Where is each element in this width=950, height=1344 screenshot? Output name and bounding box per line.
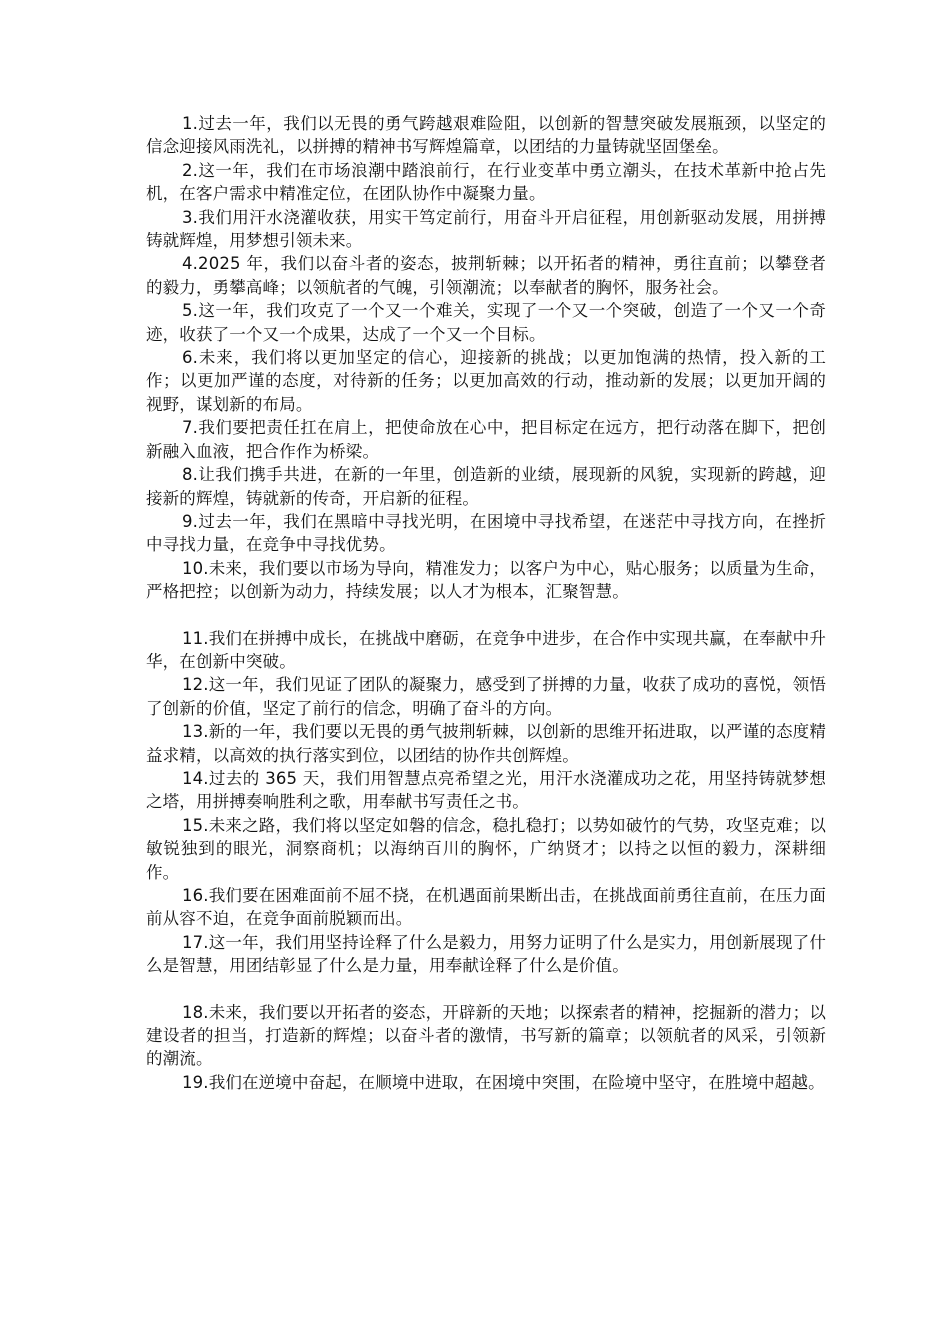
paragraph-19: 19.我们在逆境中奋起，在顺境中进取，在困境中突围，在险境中坚守，在胜境中超越。 [182,1072,825,1092]
paragraph-6: 6.未来，我们将以更加坚定的信心，迎接新的挑战；以更加饱满的热情，投入新的工作；以更加严谨的态度，对待新的任务；以更加高效的行动，推动新的发展；以更加开阔的视野，谋划新的布局。 [146,348,826,414]
paragraph-13: 13.新的一年，我们要以无畏的勇气披荆斩棘，以创新的思维开拓进取，以严谨的态度精益求精，以高效的执行落实到位，以团结的协作共创辉煌。 [146,722,826,765]
paragraph-16: 16.我们要在困难面前不屈不挠，在机遇面前果断出击，在挑战面前勇往直前，在压力面前从容不迫，在竞争面前脱颖而出。 [146,886,826,929]
paragraph-3: 3.我们用汗水浇灌收获，用实干笃定前行，用奋斗开启征程，用创新驱动发展，用拼搏铸就辉煌，用梦想引领未来。 [146,207,826,251]
document-body [146,112,826,1094]
paragraph-18: 18.未来，我们要以开拓者的姿态，开辟新的天地；以探索者的精神，挖掘新的潜力；以建设者的担当，打造新的辉煌；以奋斗者的激情，书写新的篇章；以领航者的风采，引领新的潮流。 [146,1002,826,1069]
paragraph-5: 5.这一年，我们攻克了一个又一个难关，实现了一个又一个突破，创造了一个又一个奇迹，收获了一个又一个成果，达成了一个又一个目标。 [146,301,826,344]
paragraph-8: 8.让我们携手共进，在新的一年里，创造新的业绩，展现新的风貌，实现新的跨越，迎接新的辉煌，铸就新的传奇，开启新的征程。 [146,465,826,508]
paragraph-11: 11.我们在拼搏中成长，在挑战中磨砺，在竞争中进步，在合作中实现共赢，在奉献中升华，在创新中突破。 [146,628,826,671]
paragraph-10: 10.未来，我们要以市场为导向，精准发力；以客户为中心，贴心服务；以质量为生命，严格把控；以创新为动力，持续发展；以人才为根本，汇聚智慧。 [146,558,826,602]
paragraph-14: 14.过去的 365 天，我们用智慧点亮希望之光，用汗水浇灌成功之花，用坚持铸就梦想之塔，用拼搏奏响胜利之歌，用奉献书写责任之书。 [146,768,826,812]
paragraph-12: 12.这一年，我们见证了团队的凝聚力，感受到了拼搏的力量，收获了成功的喜悦，领悟了创新的价值，坚定了前行的信念，明确了奋斗的方向。 [146,675,826,718]
paragraph-7: 7.我们要把责任扛在肩上，把使命放在心中，把目标定在远方，把行动落在脚下，把创新融入血液，把合作作为桥梁。 [146,418,826,461]
paragraph-9: 9.过去一年，我们在黑暗中寻找光明，在困境中寻找希望，在迷茫中寻找方向，在挫折中寻找力量，在竞争中寻找优势。 [146,511,826,555]
paragraph-1: 1.过去一年，我们以无畏的勇气跨越艰难险阻，以创新的智慧突破发展瓶颈，以坚定的信念迎接风雨洗礼，以拼搏的精神书写辉煌篇章，以团结的力量铸就坚固堡垒。 [146,114,826,157]
paragraph-15: 15.未来之路，我们将以坚定如磐的信念，稳扎稳打；以势如破竹的气势，攻坚克难；以敏锐独到的眼光，洞察商机；以海纳百川的胸怀，广纳贤才；以持之以恒的毅力，深耕细作。 [146,815,826,882]
paragraph-4: 4.2025 年，我们以奋斗者的姿态，披荆斩棘；以开拓者的精神，勇往直前；以攀登者的毅力，勇攀高峰；以领航者的气魄，引领潮流；以奉献者的胸怀，服务社会。 [146,254,826,297]
paragraph-17: 17.这一年，我们用坚持诠释了什么是毅力，用努力证明了什么是实力，用创新展现了什么是智慧，用团结彰显了什么是力量，用奉献诠释了什么是价值。 [146,932,826,976]
paragraph-2: 2.这一年，我们在市场浪潮中踏浪前行，在行业变革中勇立潮头，在技术革新中抢占先机，在客户需求中精准定位，在团队协作中凝聚力量。 [146,160,826,204]
